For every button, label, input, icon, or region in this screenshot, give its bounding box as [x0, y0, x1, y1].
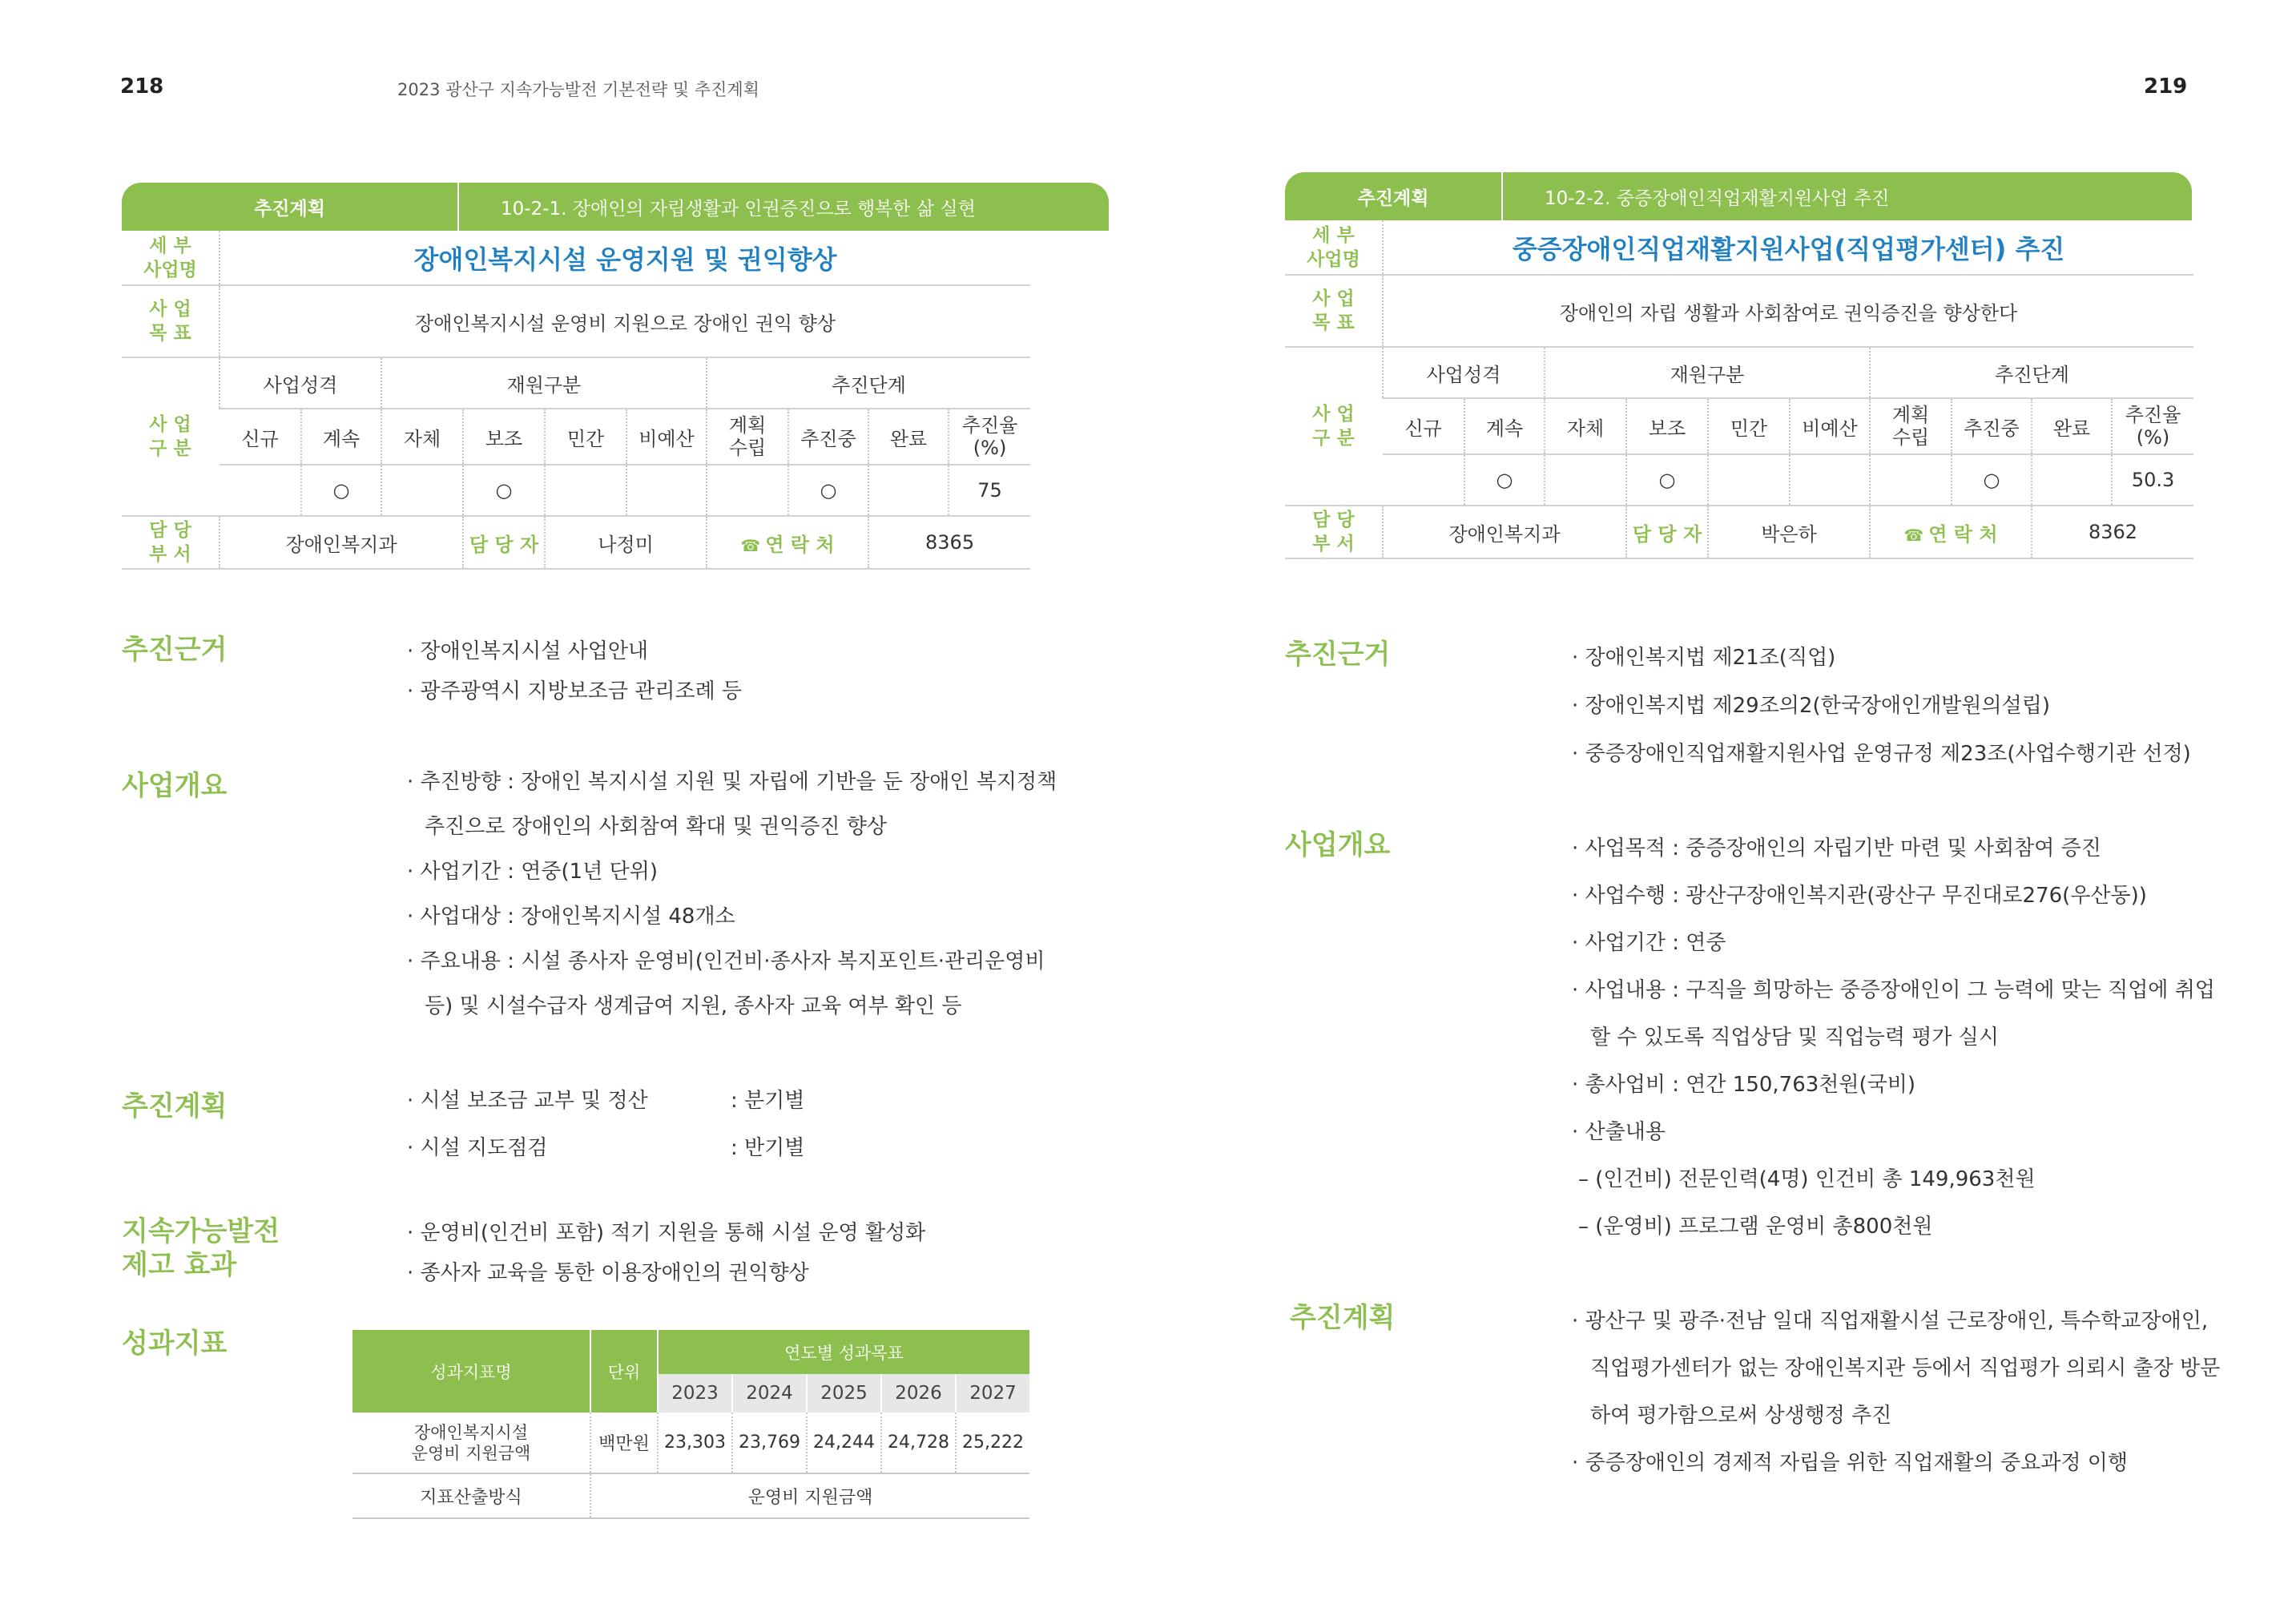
class-label: 사 업 구 분: [1285, 347, 1383, 506]
running-header: 2023 광산구 지속가능발전 기본전략 및 추진계획: [397, 80, 759, 99]
contact-label: ☎ 연 락 처: [1870, 506, 2032, 558]
plan-badge: 추진계획: [122, 183, 458, 231]
overview-label: 사업개요: [1285, 829, 1391, 861]
kpi-method-label: 지표산출방식: [352, 1473, 590, 1518]
class-label: 사 업 구 분: [122, 357, 220, 516]
overview-line: · 주요내용 : 시설 종사자 운영비(인건비·종사자 복지포인트·관리운영비: [407, 949, 1045, 973]
col-value: ○: [1464, 454, 1545, 506]
overview-line: · 사업기간 : 연중(1년 단위): [407, 860, 658, 884]
col-value: ○: [1952, 454, 2032, 506]
plan-subject: 10-2-1. 장애인의 자립생활과 인권증진으로 행복한 삶 실현: [458, 183, 1109, 231]
overview-line: · 사업수행 : 광산구장애인복지관(광산구 무진대로276(우산동)): [1572, 884, 2147, 908]
overview-line: 할 수 있도록 직업상담 및 직업능력 평가 실시: [1590, 1026, 1999, 1050]
col-value: [545, 465, 626, 516]
kpi-row-value: 23,769: [732, 1412, 807, 1473]
col-header: 계속: [1464, 398, 1545, 454]
basis-item: · 중증장애인직업재활지원사업 운영규정 제23조(사업수행기관 선정): [1572, 742, 2191, 766]
col-value: [1383, 454, 1464, 506]
phone-icon: ☎: [1903, 525, 1924, 545]
effect-label: 지속가능발전 제고 효과: [122, 1215, 280, 1281]
kpi-table: [352, 1330, 1029, 1519]
overview-line: – (인건비) 전문인력(4명) 인건비 총 149,963천원: [1578, 1167, 2036, 1191]
kpi-row-value: 25,222: [956, 1412, 1029, 1473]
effect-item: · 운영비(인건비 포함) 적기 지원을 통해 시설 운영 활성화: [407, 1221, 926, 1245]
contact-value: 8362: [2032, 506, 2193, 558]
overview-line: · 산출내용: [1572, 1120, 1666, 1144]
page-number: 219: [2144, 75, 2188, 99]
col-value: [626, 465, 707, 516]
overview-line: · 추진방향 : 장애인 복지시설 지원 및 자립에 기반을 둔 장애인 복지정책: [407, 770, 1057, 794]
group-fund: 재원구분: [1545, 347, 1870, 398]
kpi-year: 2024: [732, 1374, 807, 1412]
col-value: 75: [949, 465, 1030, 516]
plan-item: · 시설 보조금 교부 및 정산: [407, 1089, 648, 1113]
kpi-col-unit: 단위: [590, 1330, 658, 1412]
phone-icon: ☎: [740, 535, 761, 555]
kpi-label: 성과지표: [122, 1328, 228, 1360]
kpi-row-value: 23,303: [658, 1412, 732, 1473]
plan-line: · 중증장애인의 경제적 자립을 위한 직업재활의 중요과정 이행: [1572, 1451, 2129, 1475]
overview-line: · 총사업비 : 연간 150,763천원(국비): [1572, 1073, 1916, 1097]
plan-label: 추진계획: [122, 1090, 228, 1122]
col-header: 보조: [463, 409, 545, 465]
plan-line: · 광산구 및 광주·전남 일대 직업재활시설 근로장애인, 특수학교장애인,: [1572, 1309, 2209, 1333]
kpi-col-target: 연도별 성과목표: [658, 1330, 1029, 1374]
col-value: ○: [788, 465, 868, 516]
col-header: 계획 수립: [707, 409, 788, 465]
person-label: 담 당 자: [1626, 506, 1708, 558]
col-header: 보조: [1626, 398, 1708, 454]
goal-text: 장애인복지시설 운영비 지원으로 장애인 권익 향상: [220, 285, 1030, 357]
basis-item: · 장애인복지시설 사업안내: [407, 639, 649, 663]
col-header: 신규: [220, 409, 301, 465]
col-value: [707, 465, 788, 516]
col-header: 추진율 (%): [2112, 398, 2193, 454]
basis-item: · 장애인복지법 제29조의2(한국장애인개발원의설립): [1572, 694, 2051, 718]
plan-badge: 추진계획: [1285, 172, 1502, 220]
detail-name: 중증장애인직업재활지원사업(직업평가센터) 추진: [1383, 220, 2193, 275]
person-value: 박은하: [1708, 506, 1870, 558]
overview-line: 추진으로 장애인의 사회참여 확대 및 권익증진 향상: [425, 815, 888, 839]
col-header: 민간: [545, 409, 626, 465]
col-header: 추진중: [1952, 398, 2032, 454]
detail-name: 장애인복지시설 운영지원 및 권익향상: [220, 231, 1030, 285]
basis-label: 추진근거: [122, 634, 228, 666]
col-value: [1870, 454, 1952, 506]
detail-label: 세 부 사업명: [122, 231, 220, 285]
goal-label: 사 업 목 표: [1285, 275, 1383, 347]
kpi-row-unit: 백만원: [590, 1412, 658, 1473]
plan-item-value: : 분기별: [731, 1089, 805, 1113]
col-header: 계획 수립: [1870, 398, 1952, 454]
col-header: 계속: [301, 409, 381, 465]
dept-label: 담 당 부 서: [122, 516, 220, 569]
group-business: 사업성격: [220, 357, 381, 409]
dept-label: 담 당 부 서: [1285, 506, 1383, 558]
col-value: [2032, 454, 2112, 506]
col-header: 추진율 (%): [949, 409, 1030, 465]
plan-table: [1285, 172, 2192, 220]
col-value: [220, 465, 301, 516]
col-header: 신규: [1383, 398, 1464, 454]
overview-line: 등) 및 시설수급자 생계급여 지원, 종사자 교육 여부 확인 등: [425, 994, 962, 1018]
col-header: 비예산: [1790, 398, 1870, 454]
col-value: ○: [301, 465, 381, 516]
kpi-year: 2026: [881, 1374, 956, 1412]
col-header: 비예산: [626, 409, 707, 465]
person-value: 나정미: [545, 516, 707, 569]
col-header: 완료: [2032, 398, 2112, 454]
overview-label: 사업개요: [122, 770, 228, 802]
col-value: ○: [1626, 454, 1708, 506]
overview-line: · 사업내용 : 구직을 희망하는 중증장애인이 그 능력에 맞는 직업에 취업: [1572, 978, 2215, 1002]
plan-subject: 10-2-2. 중증장애인직업재활지원사업 추진: [1502, 172, 2192, 220]
page-number: 218: [120, 75, 164, 99]
plan-table: [122, 183, 1109, 231]
col-value: [1708, 454, 1790, 506]
col-value: [1790, 454, 1870, 506]
col-value: [868, 465, 949, 516]
plan-body-table: [122, 231, 1030, 570]
plan-line: 하여 평가함으로써 상생행정 추진: [1590, 1404, 1892, 1428]
effect-item: · 종사자 교육을 통한 이용장애인의 권익향상: [407, 1261, 809, 1285]
kpi-year: 2025: [807, 1374, 881, 1412]
basis-item: · 광주광역시 지방보조금 관리조례 등: [407, 679, 743, 703]
col-value: [381, 465, 463, 516]
basis-label: 추진근거: [1285, 639, 1391, 671]
overview-line: – (운영비) 프로그램 운영비 총800천원: [1578, 1215, 1933, 1239]
plan-item-value: : 반기별: [731, 1136, 805, 1160]
group-fund: 재원구분: [381, 357, 707, 409]
plan-item: · 시설 지도점검: [407, 1136, 548, 1160]
kpi-row-value: 24,244: [807, 1412, 881, 1473]
plan-label: 추진계획: [1290, 1302, 1396, 1334]
kpi-row-value: 24,728: [881, 1412, 956, 1473]
overview-line: · 사업대상 : 장애인복지시설 48개소: [407, 905, 735, 929]
col-value: ○: [463, 465, 545, 516]
contact-value: 8365: [868, 516, 1030, 569]
overview-line: · 사업목적 : 중증장애인의 자립기반 마련 및 사회참여 증진: [1572, 836, 2101, 860]
goal-text: 장애인의 자립 생활과 사회참여로 권익증진을 향상한다: [1383, 275, 2193, 347]
col-header: 자체: [1545, 398, 1626, 454]
plan-body-table: [1285, 220, 2193, 559]
col-value: 50.3: [2112, 454, 2193, 506]
col-value: [1545, 454, 1626, 506]
person-label: 담 당 자: [463, 516, 545, 569]
overview-line: · 사업기간 : 연중: [1572, 931, 1726, 955]
group-business: 사업성격: [1383, 347, 1545, 398]
group-stage: 추진단계: [1870, 347, 2193, 398]
kpi-method-value: 운영비 지원금액: [590, 1473, 1029, 1518]
col-header: 민간: [1708, 398, 1790, 454]
kpi-year: 2023: [658, 1374, 732, 1412]
kpi-row-name: 장애인복지시설 운영비 지원금액: [352, 1412, 590, 1473]
col-header: 자체: [381, 409, 463, 465]
goal-label: 사 업 목 표: [122, 285, 220, 357]
col-header: 완료: [868, 409, 949, 465]
col-header: 추진중: [788, 409, 868, 465]
detail-label: 세 부 사업명: [1285, 220, 1383, 275]
dept-value: 장애인복지과: [220, 516, 463, 569]
group-stage: 추진단계: [707, 357, 1030, 409]
kpi-year: 2027: [956, 1374, 1029, 1412]
kpi-col-name: 성과지표명: [352, 1330, 590, 1412]
dept-value: 장애인복지과: [1383, 506, 1626, 558]
basis-item: · 장애인복지법 제21조(직업): [1572, 646, 1836, 670]
plan-line: 직업평가센터가 없는 장애인복지관 등에서 직업평가 의뢰시 출장 방문: [1590, 1356, 2221, 1380]
contact-label: ☎ 연 락 처: [707, 516, 868, 569]
